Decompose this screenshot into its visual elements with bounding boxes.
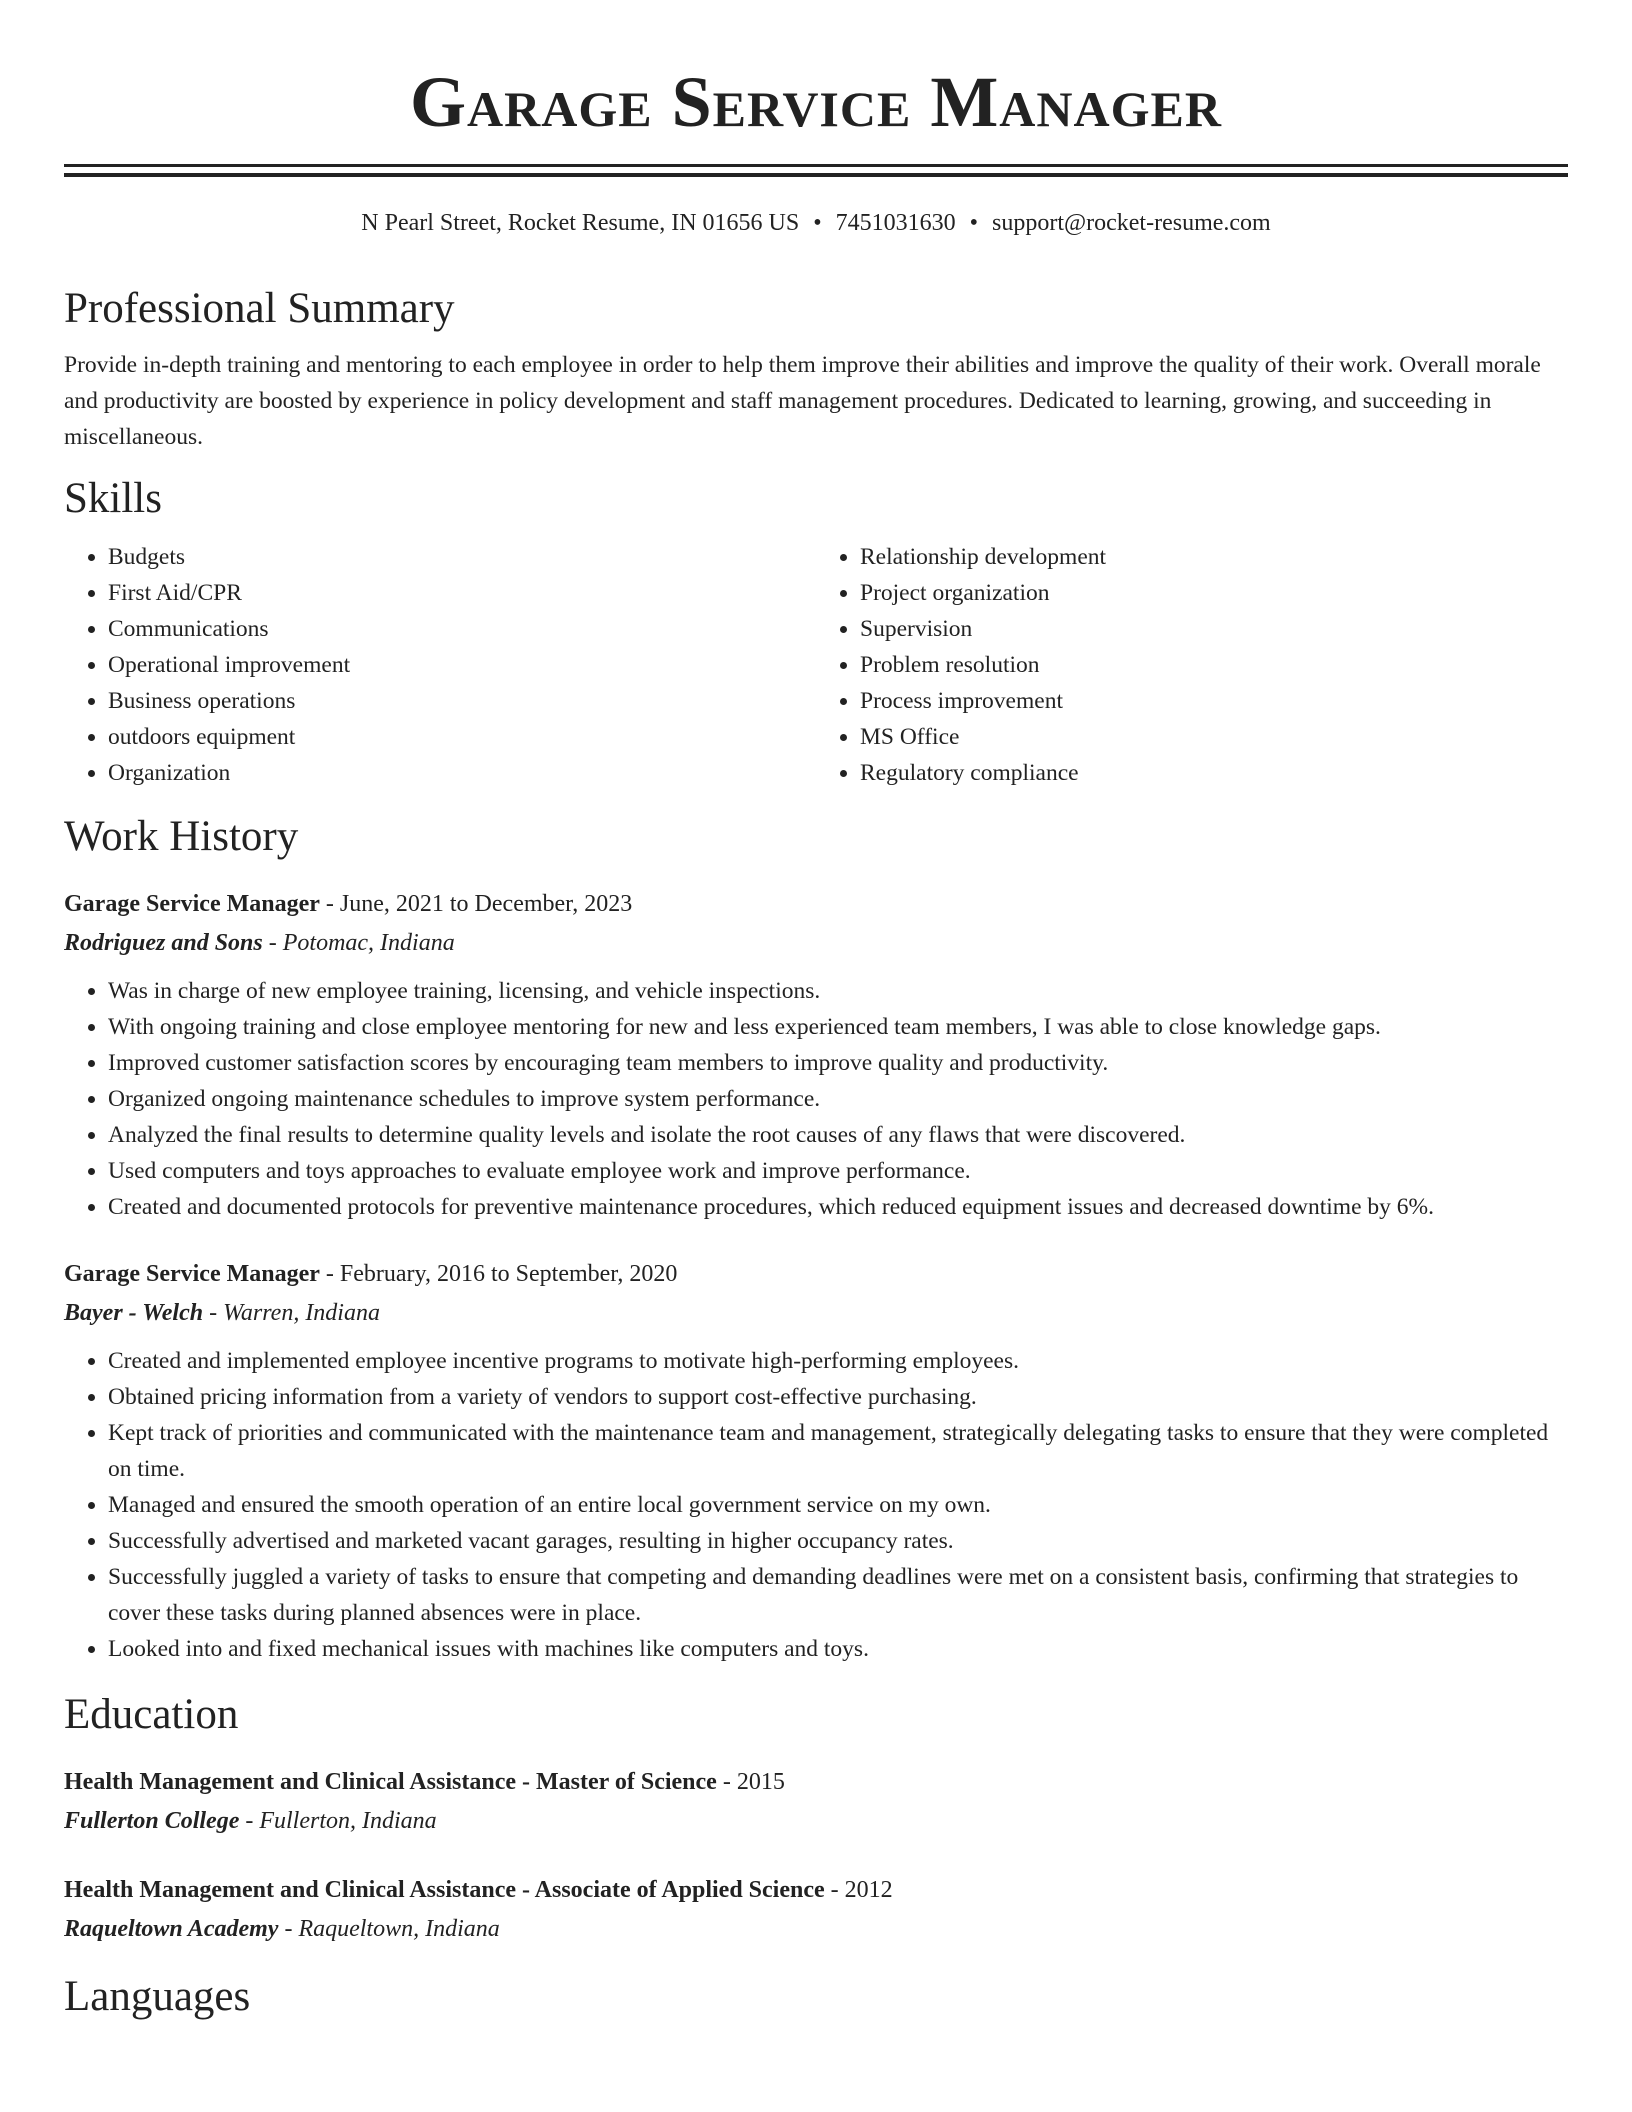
work-history-heading: Work History [64,813,299,860]
job-company: Bayer - Welch [64,1300,204,1326]
resume-page [64,0,1568,2023]
contact-separator: • [969,210,979,236]
job-title-line [64,1255,1568,1293]
job-bullets [64,973,1568,1225]
job-bullet: • Created and documented protocols for preventive maintenance procedures, which reduced equipment issues and decreased downtime by 6%. [108,1189,1568,1225]
skill-item: • Problem resolution [860,647,1568,683]
contact-line [64,207,1568,239]
summary-heading: Professional Summary [64,285,455,332]
job-bullets [64,1343,1568,1667]
school-line [64,1801,1568,1841]
job-title-line [64,885,1568,923]
job-bullet: • Kept track of priorities and communicated with the maintenance team and management, strategically delegating tasks to ensure that they were completed on time. [108,1415,1568,1487]
contact-phone: 7451031630 [835,210,956,236]
contact-address: N Pearl Street, Rocket Resume, IN 01656 US [361,210,800,236]
job-dates: - February, 2016 to September, 2020 [319,1261,678,1287]
school-name: Raqueltown Academy [64,1916,279,1942]
job-bullet: • Successfully juggled a variety of tasks to ensure that competing and demanding deadlines were met on a consistent basis, confirming that strategies to cover these tasks during planned absences were in place. [108,1559,1568,1631]
school-location: - Raqueltown, Indiana [278,1916,500,1942]
languages-heading: Languages [64,1973,251,2020]
job-company-line [64,923,1568,963]
job-company-line [64,1293,1568,1333]
job-bullet: • Organized ongoing maintenance schedules to improve system performance. [108,1081,1568,1117]
job-bullet: • Managed and ensured the smooth operation of an entire local government service on my own. [108,1487,1568,1523]
job-location: - Warren, Indiana [203,1300,380,1326]
job-entry [64,885,1568,1225]
skill-item: • Regulatory compliance [860,755,1568,791]
education-entry [64,1871,1568,1949]
skill-item: • MS Office [860,719,1568,755]
contact-separator: • [813,210,822,236]
skill-item: • Budgets [108,539,816,575]
job-bullet: • Used computers and toys approaches to evaluate employee work and improve performance. [108,1153,1568,1189]
school-name: Fullerton College [64,1808,240,1834]
skill-item: • Relationship development [860,539,1568,575]
skills-heading: Skills [64,475,162,522]
degree-year: - 2012 [824,1877,893,1903]
skills-list-left [64,539,816,791]
education-entry [64,1763,1568,1841]
degree-line [64,1763,1568,1801]
contact-email[interactable]: support@rocket-resume.com [992,210,1271,236]
job-bullet: • Improved customer satisfaction scores by encouraging team members to improve quality and productivity. [108,1045,1568,1081]
job-company: Rodriguez and Sons [64,930,263,956]
job-location: - Potomac, Indiana [262,930,455,956]
school-line [64,1909,1568,1949]
skill-item: • Communications [108,611,816,647]
skill-item: • Supervision [860,611,1568,647]
job-bullet: • With ongoing training and close employee mentoring for new and less experienced team members, I was able to close knowledge gaps. [108,1009,1568,1045]
job-entry [64,1255,1568,1667]
skills-grid [64,539,1568,791]
job-bullet: • Was in charge of new employee training, licensing, and vehicle inspections. [108,973,1568,1009]
job-bullet: • Obtained pricing information from a variety of vendors to support cost-effective purchasing. [108,1379,1568,1415]
resume-title: Garage Service Manager [410,62,1222,142]
skill-item: • Business operations [108,683,816,719]
degree-year: - 2015 [716,1769,785,1795]
job-bullet: • Looked into and fixed mechanical issues with machines like computers and toys. [108,1631,1568,1667]
skill-item: • Operational improvement [108,647,816,683]
job-bullet: • Created and implemented employee incentive programs to motivate high-performing employees. [108,1343,1568,1379]
degree-line [64,1871,1568,1909]
skills-list-right [816,539,1568,791]
summary-text: Provide in-depth training and mentoring to each employee in order to help them improve their abilities and improve the quality of their work. Overall morale and productivity are boosted by experience in policy development and staff management procedures. Dedicated to learning, growing, and succeeding in miscellaneous. [64,352,1541,450]
skill-item: • Organization [108,755,816,791]
job-bullet: • Analyzed the final results to determine quality levels and isolate the root causes of any flaws that were discovered. [108,1117,1568,1153]
job-dates: - June, 2021 to December, 2023 [319,891,633,917]
skill-item: • First Aid/CPR [108,575,816,611]
job-title: Garage Service Manager [64,891,320,917]
skill-item: • Process improvement [860,683,1568,719]
degree-name: Health Management and Clinical Assistance - Associate of Applied Science [64,1877,825,1903]
job-bullet: • Successfully advertised and marketed vacant garages, resulting in higher occupancy rates. [108,1523,1568,1559]
title-divider [64,164,1568,177]
skill-item: • outdoors equipment [108,719,816,755]
degree-name: Health Management and Clinical Assistance - Master of Science [64,1769,717,1795]
school-location: - Fullerton, Indiana [239,1808,437,1834]
education-heading: Education [64,1691,239,1738]
skill-item: • Project organization [860,575,1568,611]
job-title: Garage Service Manager [64,1261,320,1287]
